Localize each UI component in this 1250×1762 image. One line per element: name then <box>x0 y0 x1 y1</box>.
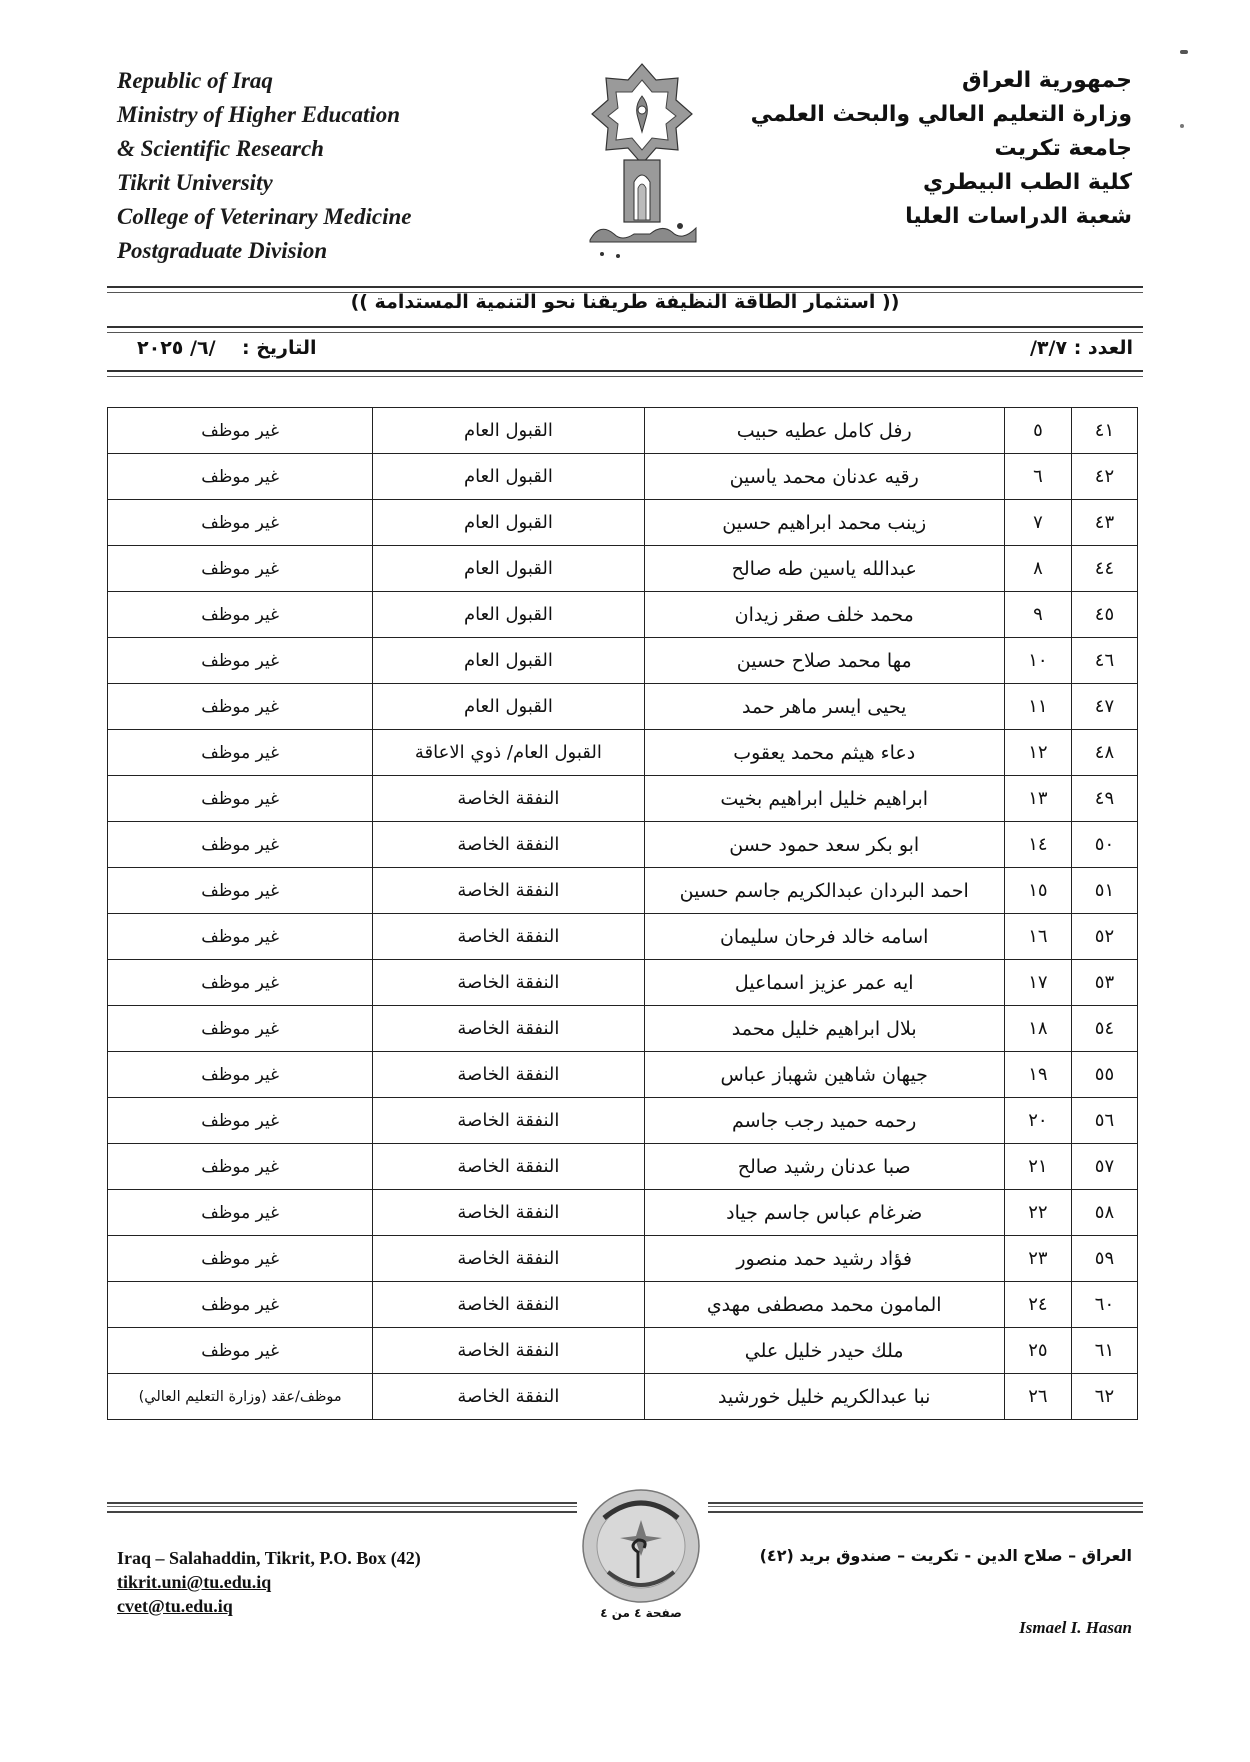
cell-index: ٢٢ <box>1004 1190 1071 1236</box>
cell-index: ٥ <box>1004 408 1071 454</box>
cell-sequence: ٤٢ <box>1071 454 1137 500</box>
cell-employment-status: غير موظف <box>108 1098 373 1144</box>
footer-address-ar: العراق – صلاح الدين - تكريت – صندوق بريد (٤٢) <box>759 1546 1132 1565</box>
cell-index: ٢٦ <box>1004 1374 1071 1420</box>
students-table <box>107 407 1138 1420</box>
cell-sequence: ٤٥ <box>1071 592 1137 638</box>
cell-sequence: ٥٥ <box>1071 1052 1137 1098</box>
signature: Ismael I. Hasan <box>1019 1618 1132 1637</box>
header-divider <box>107 370 1143 377</box>
slogan: (( استثمار الطاقة النظيفة طريقنا نحو التنمية المستدامة )) <box>350 291 900 313</box>
cell-sequence: ٤١ <box>1071 408 1137 454</box>
cell-name: مها محمد صلاح حسين <box>644 638 1004 684</box>
cell-admission-channel: النفقة الخاصة <box>373 868 644 914</box>
cell-sequence: ٦١ <box>1071 1328 1137 1374</box>
cell-admission-channel: النفقة الخاصة <box>373 1190 644 1236</box>
cell-name: فؤاد رشيد حمد منصور <box>644 1236 1004 1282</box>
cell-name: جيهان شاهين شهباز عباس <box>644 1052 1004 1098</box>
cell-admission-channel: النفقة الخاصة <box>373 1006 644 1052</box>
table-row <box>108 1236 1138 1282</box>
cell-employment-status: غير موظف <box>108 868 373 914</box>
table-row <box>108 776 1138 822</box>
cell-sequence: ٥٢ <box>1071 914 1137 960</box>
cell-admission-channel: القبول العام <box>373 684 644 730</box>
table-row <box>108 1098 1138 1144</box>
cell-employment-status: غير موظف <box>108 684 373 730</box>
reference-number-label: العدد : <box>1073 337 1133 359</box>
cell-name: ابراهيم خليل ابراهيم بخيت <box>644 776 1004 822</box>
table-row <box>108 868 1138 914</box>
cell-name: زينب محمد ابراهيم حسين <box>644 500 1004 546</box>
cell-index: ١٨ <box>1004 1006 1071 1052</box>
cell-sequence: ٥٩ <box>1071 1236 1137 1282</box>
cell-index: ٦ <box>1004 454 1071 500</box>
cell-employment-status: غير موظف <box>108 454 373 500</box>
reference-number <box>1030 337 1133 359</box>
letterhead-ar-line: جامعة تكريت <box>994 136 1132 161</box>
table-row <box>108 592 1138 638</box>
letterhead-ar-line: وزارة التعليم العالي والبحث العلمي <box>750 102 1132 127</box>
cell-name: احمد البردان عبدالكريم جاسم حسين <box>644 868 1004 914</box>
table-row <box>108 546 1138 592</box>
cell-admission-channel: النفقة الخاصة <box>373 914 644 960</box>
cell-admission-channel: النفقة الخاصة <box>373 1328 644 1374</box>
cell-admission-channel: النفقة الخاصة <box>373 960 644 1006</box>
cell-index: ١١ <box>1004 684 1071 730</box>
cell-index: ١٣ <box>1004 776 1071 822</box>
cell-name: محمد خلف صقر زيدان <box>644 592 1004 638</box>
cell-admission-channel: القبول العام <box>373 546 644 592</box>
cell-name: يحيى ايسر ماهر حمد <box>644 684 1004 730</box>
cell-name: ابو بكر سعد حمود حسن <box>644 822 1004 868</box>
cell-sequence: ٤٩ <box>1071 776 1137 822</box>
cell-sequence: ٤٧ <box>1071 684 1137 730</box>
cell-name: اسامه خالد فرحان سليمان <box>644 914 1004 960</box>
table-row <box>108 684 1138 730</box>
cell-name: دعاء هيثم محمد يعقوب <box>644 730 1004 776</box>
cell-employment-status: غير موظف <box>108 500 373 546</box>
cell-employment-status: موظف/عقد (وزارة التعليم العالي) <box>108 1374 373 1420</box>
table-row <box>108 1328 1138 1374</box>
cell-name: ضرغام عباس جاسم جياد <box>644 1190 1004 1236</box>
table-row <box>108 1006 1138 1052</box>
letterhead-en-line: Republic of Iraq <box>117 68 273 93</box>
table-row <box>108 960 1138 1006</box>
cell-employment-status: غير موظف <box>108 730 373 776</box>
cell-name: بلال ابراهيم خليل محمد <box>644 1006 1004 1052</box>
cell-sequence: ٤٤ <box>1071 546 1137 592</box>
cell-name: عبدالله ياسين طه صالح <box>644 546 1004 592</box>
cell-admission-channel: القبول العام <box>373 500 644 546</box>
reference-date-label: التاريخ : <box>241 337 317 359</box>
table-row <box>108 638 1138 684</box>
letterhead-en-line: Tikrit University <box>117 170 273 195</box>
cell-admission-channel: النفقة الخاصة <box>373 1282 644 1328</box>
scan-artifact <box>1180 124 1184 128</box>
cell-employment-status: غير موظف <box>108 546 373 592</box>
table-row <box>108 1190 1138 1236</box>
cell-employment-status: غير موظف <box>108 914 373 960</box>
header-divider <box>107 326 1143 333</box>
cell-name: المامون محمد مصطفى مهدي <box>644 1282 1004 1328</box>
cell-employment-status: غير موظف <box>108 960 373 1006</box>
cell-admission-channel: القبول العام <box>373 408 644 454</box>
cell-admission-channel: النفقة الخاصة <box>373 1374 644 1420</box>
footer-contact-en <box>117 1546 421 1618</box>
reference-number-value: ٣/٧/ <box>1029 337 1068 359</box>
cell-admission-channel: النفقة الخاصة <box>373 776 644 822</box>
table-row <box>108 1144 1138 1190</box>
cell-name: ايه عمر عزيز اسماعيل <box>644 960 1004 1006</box>
cell-admission-channel: النفقة الخاصة <box>373 1236 644 1282</box>
cell-index: ٢١ <box>1004 1144 1071 1190</box>
cell-employment-status: غير موظف <box>108 1328 373 1374</box>
cell-sequence: ٥٣ <box>1071 960 1137 1006</box>
letterhead-ar-line: كلية الطب البيطري <box>923 170 1132 195</box>
college-seal-icon <box>576 1486 706 1606</box>
cell-sequence: ٥٨ <box>1071 1190 1137 1236</box>
email-link-university[interactable]: tikrit.uni@tu.edu.iq <box>117 1572 272 1592</box>
table-row <box>108 500 1138 546</box>
university-crest-icon <box>572 62 712 262</box>
letterhead-en-line: College of Veterinary Medicine <box>117 204 412 229</box>
letterhead-en-line: & Scientific Research <box>117 136 324 161</box>
cell-sequence: ٦٢ <box>1071 1374 1137 1420</box>
cell-index: ١٢ <box>1004 730 1071 776</box>
cell-name: رفل كامل عطيه حبيب <box>644 408 1004 454</box>
cell-sequence: ٥٦ <box>1071 1098 1137 1144</box>
cell-name: رحمه حميد رجب جاسم <box>644 1098 1004 1144</box>
letterhead-en-line: Ministry of Higher Education <box>117 102 401 127</box>
table-row <box>108 1282 1138 1328</box>
footer-divider <box>107 1502 577 1513</box>
cell-employment-status: غير موظف <box>108 592 373 638</box>
cell-employment-status: غير موظف <box>108 408 373 454</box>
cell-sequence: ٥١ <box>1071 868 1137 914</box>
cell-employment-status: غير موظف <box>108 638 373 684</box>
cell-sequence: ٤٨ <box>1071 730 1137 776</box>
cell-employment-status: غير موظف <box>108 822 373 868</box>
table-row <box>108 1052 1138 1098</box>
cell-employment-status: غير موظف <box>108 1282 373 1328</box>
cell-sequence: ٥٠ <box>1071 822 1137 868</box>
cell-employment-status: غير موظف <box>108 1144 373 1190</box>
cell-index: ١٩ <box>1004 1052 1071 1098</box>
cell-name: ملك حيدر خليل علي <box>644 1328 1004 1374</box>
table-row <box>108 730 1138 776</box>
cell-sequence: ٤٣ <box>1071 500 1137 546</box>
cell-admission-channel: النفقة الخاصة <box>373 822 644 868</box>
cell-name: رقيه عدنان محمد ياسين <box>644 454 1004 500</box>
cell-index: ١٤ <box>1004 822 1071 868</box>
cell-sequence: ٥٧ <box>1071 1144 1137 1190</box>
cell-admission-channel: النفقة الخاصة <box>373 1052 644 1098</box>
reference-date-value: /٦/ ٢٠٢٥ <box>137 337 216 359</box>
cell-index: ٢٠ <box>1004 1098 1071 1144</box>
table-row <box>108 408 1138 454</box>
cell-admission-channel: النفقة الخاصة <box>373 1098 644 1144</box>
reference-line <box>107 333 1143 367</box>
cell-name: نبا عبدالكريم خليل خورشيد <box>644 1374 1004 1420</box>
letterhead-english <box>117 64 537 268</box>
cell-index: ٩ <box>1004 592 1071 638</box>
table-row <box>108 914 1138 960</box>
page-count: صفحة ٤ من ٤ <box>600 1606 682 1620</box>
cell-index: ٢٣ <box>1004 1236 1071 1282</box>
email-link-college[interactable]: cvet@tu.edu.iq <box>117 1596 233 1616</box>
cell-index: ١٧ <box>1004 960 1071 1006</box>
cell-admission-channel: القبول العام/ ذوي الاعاقة <box>373 730 644 776</box>
cell-index: ٨ <box>1004 546 1071 592</box>
table-row <box>108 454 1138 500</box>
reference-date <box>137 337 317 359</box>
cell-index: ١٥ <box>1004 868 1071 914</box>
letterhead-ar-line: جمهورية العراق <box>962 68 1132 93</box>
cell-name: صبا عدنان رشيد صالح <box>644 1144 1004 1190</box>
cell-admission-channel: القبول العام <box>373 454 644 500</box>
cell-sequence: ٤٦ <box>1071 638 1137 684</box>
cell-employment-status: غير موظف <box>108 776 373 822</box>
scan-artifact <box>1180 50 1188 54</box>
cell-admission-channel: النفقة الخاصة <box>373 1144 644 1190</box>
cell-admission-channel: القبول العام <box>373 592 644 638</box>
cell-sequence: ٦٠ <box>1071 1282 1137 1328</box>
letterhead-en-line: Postgraduate Division <box>117 238 328 263</box>
cell-index: ٢٤ <box>1004 1282 1071 1328</box>
cell-admission-channel: القبول العام <box>373 638 644 684</box>
cell-index: ١٠ <box>1004 638 1071 684</box>
cell-employment-status: غير موظف <box>108 1236 373 1282</box>
cell-index: ٧ <box>1004 500 1071 546</box>
cell-employment-status: غير موظف <box>108 1006 373 1052</box>
cell-employment-status: غير موظف <box>108 1190 373 1236</box>
cell-index: ١٦ <box>1004 914 1071 960</box>
cell-index: ٢٥ <box>1004 1328 1071 1374</box>
table-row <box>108 822 1138 868</box>
letterhead-ar-line: شعبة الدراسات العليا <box>905 204 1132 229</box>
cell-employment-status: غير موظف <box>108 1052 373 1098</box>
cell-sequence: ٥٤ <box>1071 1006 1137 1052</box>
letterhead-arabic <box>692 64 1132 234</box>
footer-divider <box>708 1502 1143 1513</box>
footer-address-en: Iraq – Salahaddin, Tikrit, P.O. Box (42) <box>117 1548 421 1568</box>
table-row <box>108 1374 1138 1420</box>
